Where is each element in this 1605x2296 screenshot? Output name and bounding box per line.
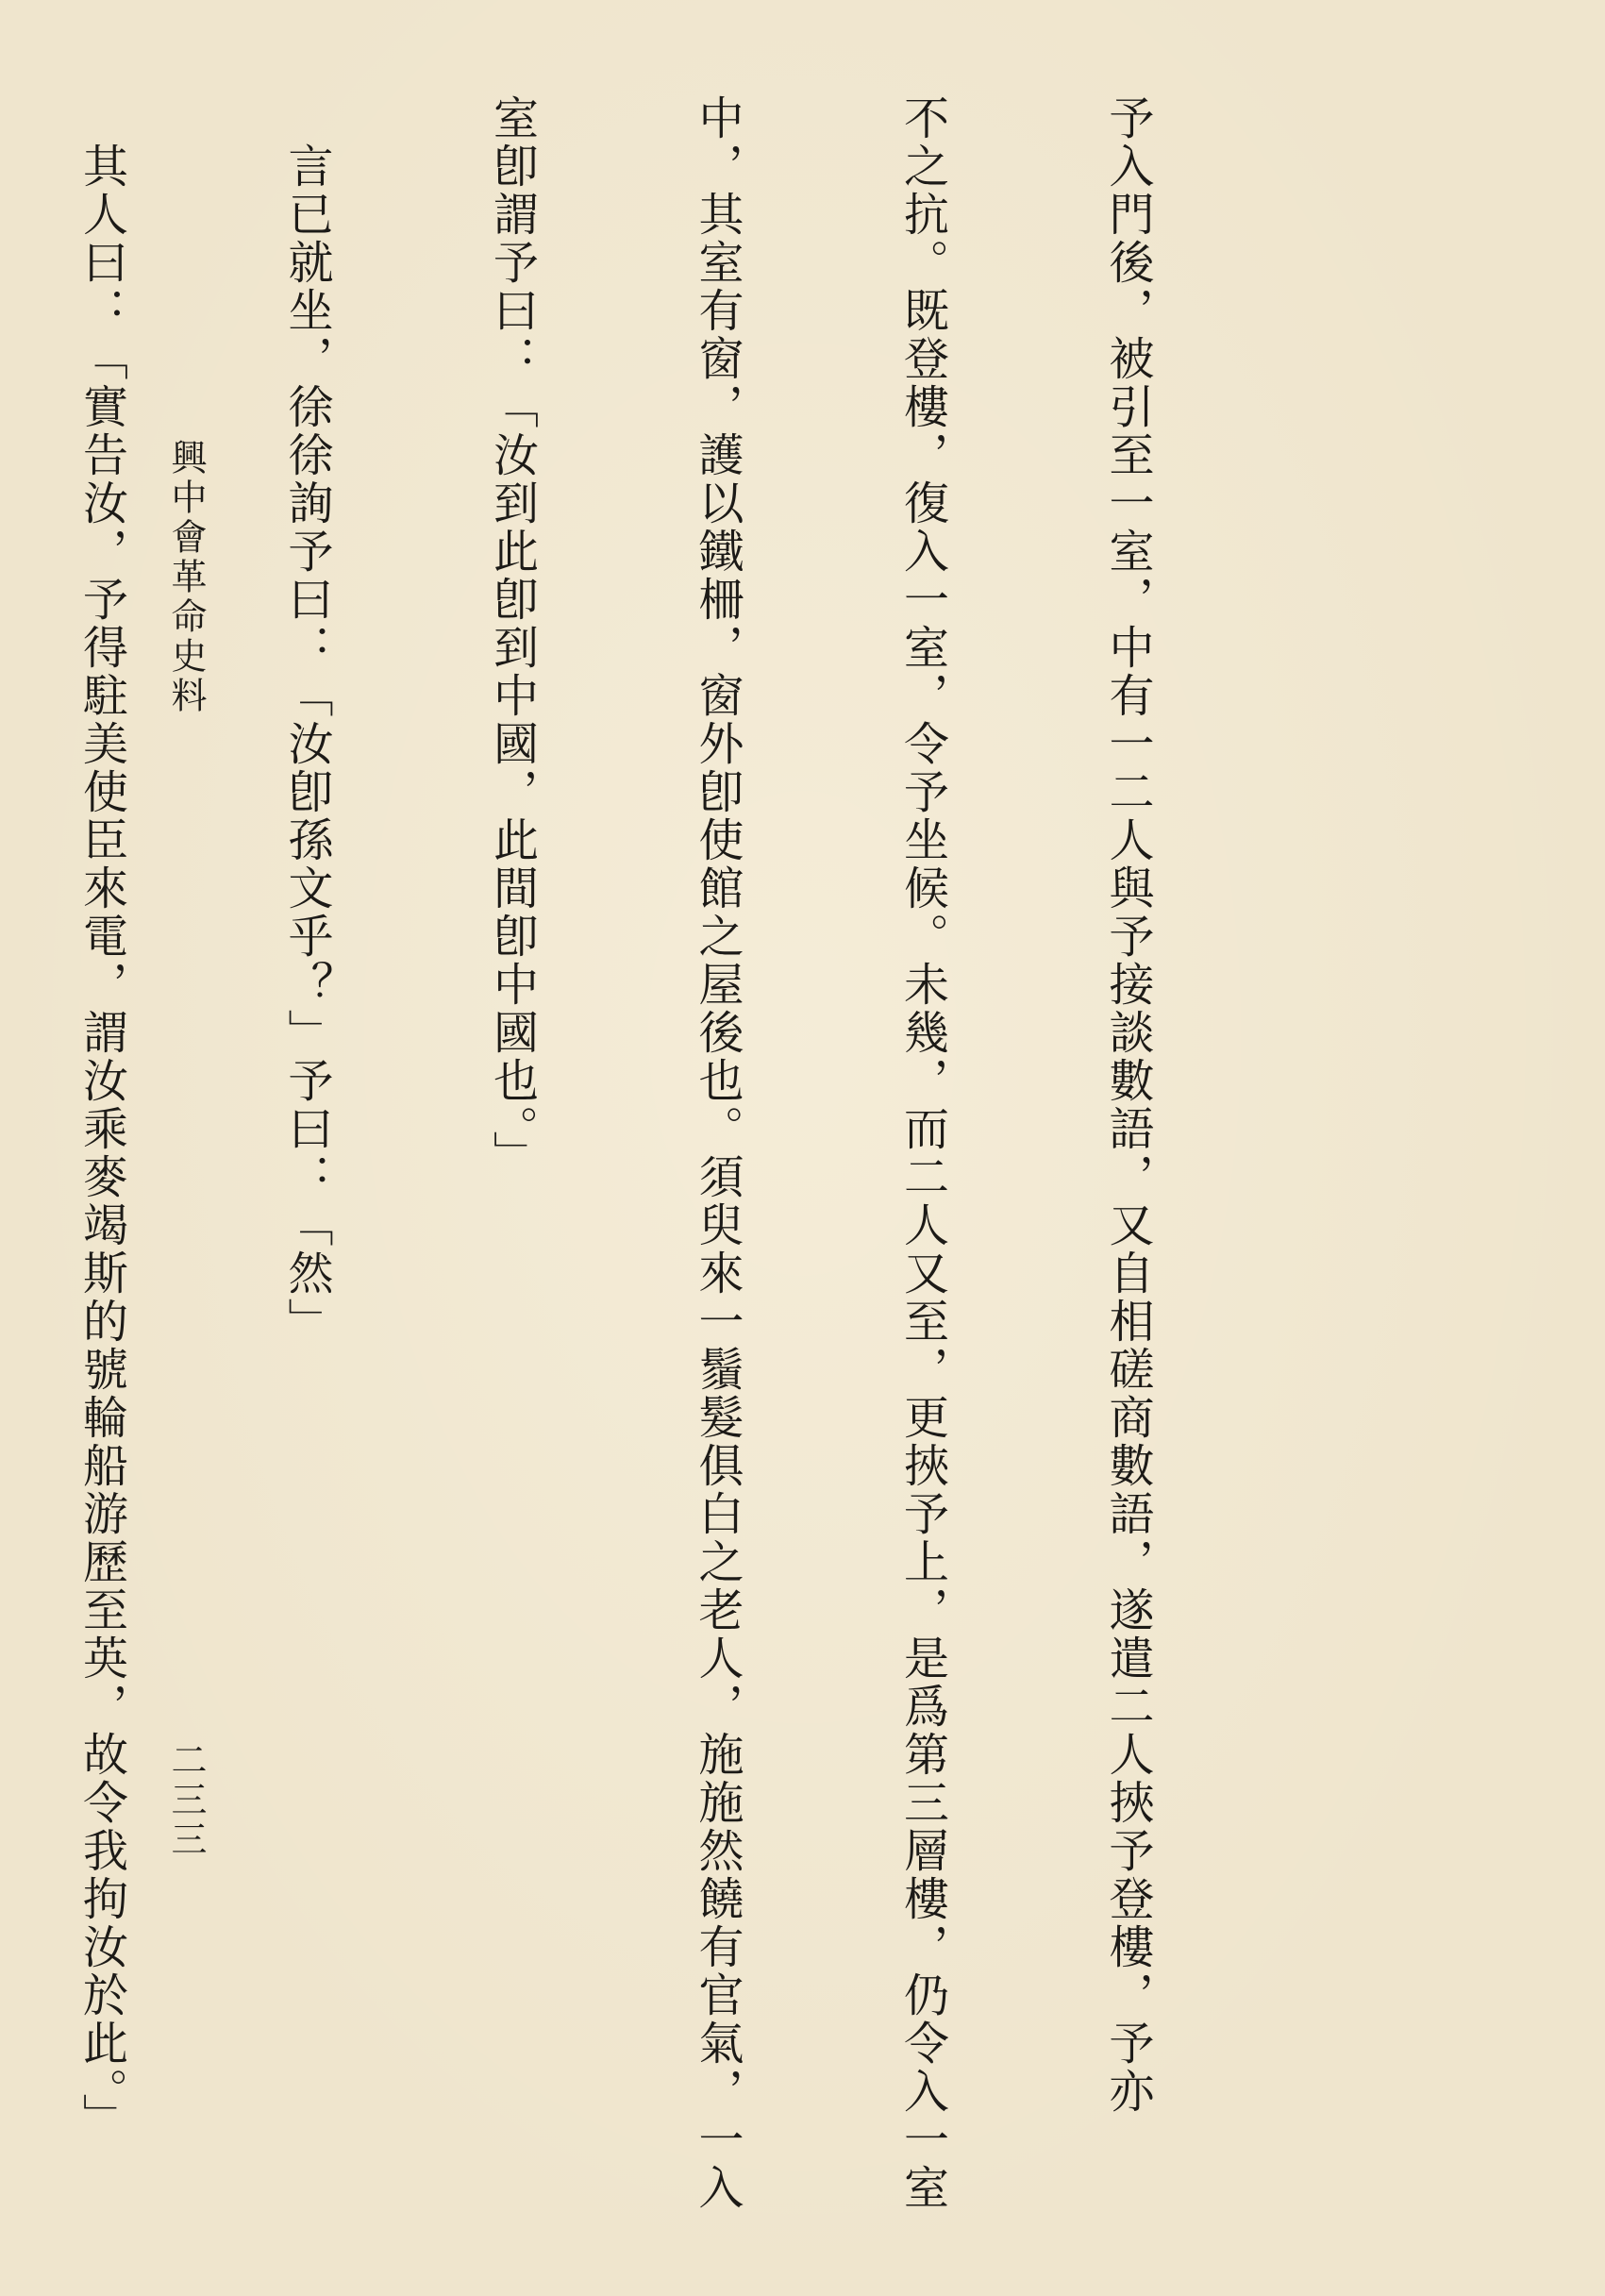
running-title: 興中會革命史料 [165, 439, 207, 716]
text-line: 其人曰：「實告汝，予得駐美使臣來電，謂汝乘麥竭斯的號輪船游歷至英，故令我拘汝於此。」 [75, 94, 128, 2141]
text-line: 室卽謂予曰：「汝到此卽到中國，此間卽中國也。」 [485, 94, 539, 1179]
text-line: 予入門後，被引至一室，中有一二人與予接談數語，又自相磋商數語，遂遣二人挾予登樓，予亦 [1101, 94, 1154, 2116]
body-text [0, 94, 1298, 2212]
text-line: 中，其室有窗，護以鐵柵，窗外卽使館之屋後也。須臾來一鬚髮俱白之老人，施施然饒有官氣，一入 [691, 94, 744, 2212]
text-line: 不之抗。既登樓，復入一室，令予坐候。未幾，而二人又至，更挾予上，是爲第三層樓，仍令入一室 [895, 94, 949, 2212]
text-line: 言已就坐，徐徐詢予曰：「汝卽孫文乎？」予曰：「然」 [280, 94, 333, 1346]
page-number: 二三三 [165, 1741, 207, 1860]
